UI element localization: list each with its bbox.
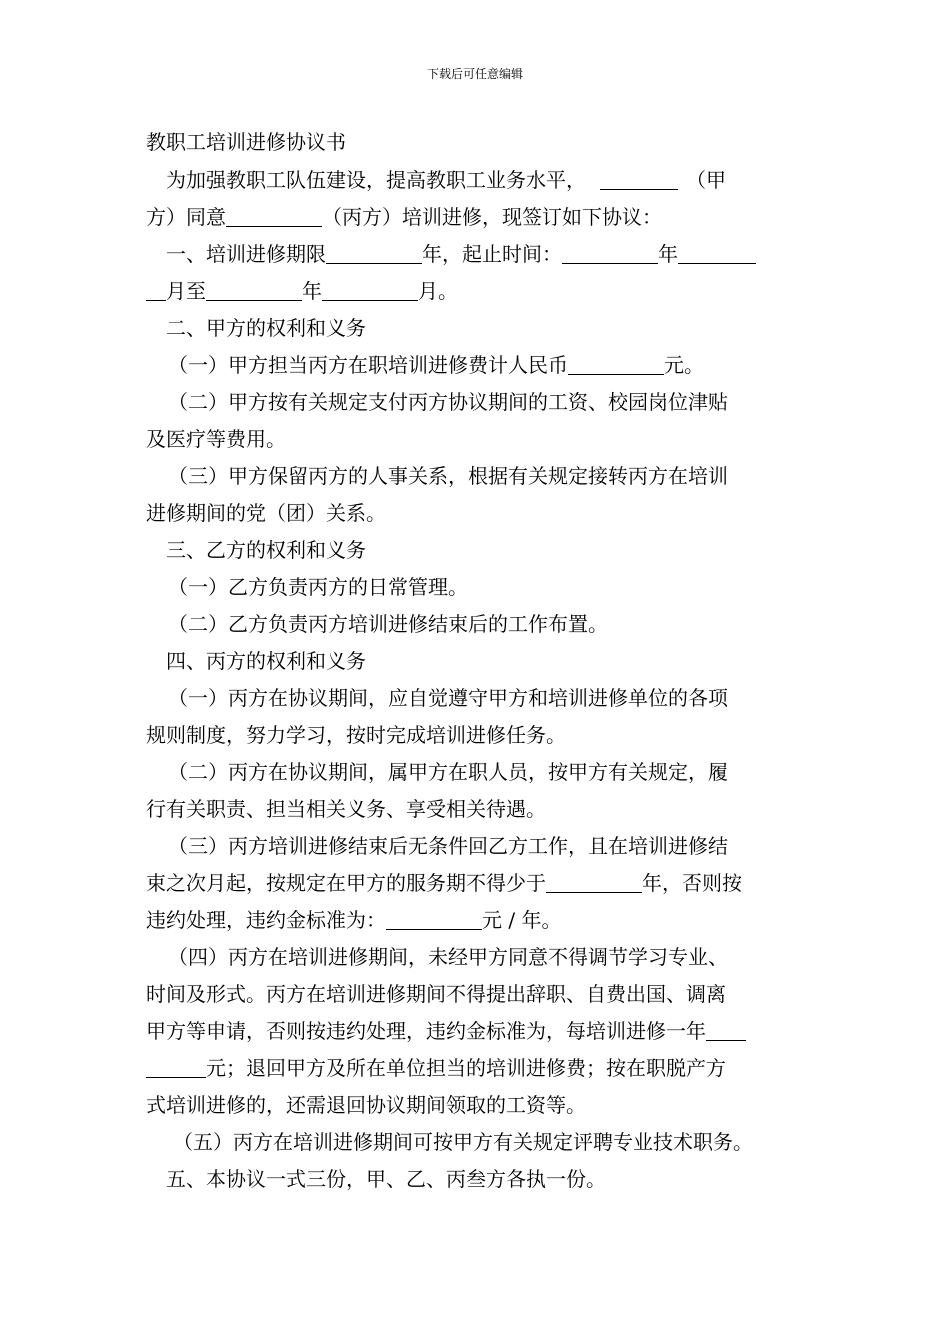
section-4-item-4-line-2: 时间及形式。丙方在培训进修期间不得提出辞职、自费出国、调离	[146, 982, 726, 1006]
section-4-item-1-line-1: （一）丙方在协议期间，应自觉遵守甲方和培训进修单位的各项	[168, 686, 728, 710]
s4-3-text-b2: 年，否则按	[642, 871, 742, 895]
section-4-item-2-line-2: 行有关职责、担当相关义务、享受相关待遇。	[146, 797, 546, 821]
section-3-item-2: （二）乙方负责丙方培训进修结束后的工作布置。	[168, 612, 608, 636]
end-month-blank	[322, 278, 418, 301]
section-2-item-3-line-2: 进修期间的党（团）关系。	[146, 501, 386, 525]
penalty-per-year-blank	[386, 907, 482, 930]
section-2-item-2-line-2: 及医疗等费用。	[146, 427, 286, 451]
section-2-item-3-line-1: （三）甲方保留丙方的人事关系，根据有关规定接转丙方在培训	[168, 464, 728, 488]
intro-text-a: 为加强教职工队伍建设，提高教职工业务水平，	[166, 168, 586, 192]
intro-line-2	[146, 199, 810, 236]
section-2-item-2-line-1: （二）甲方按有关规定支付丙方协议期间的工资、校园岗位津贴	[168, 390, 728, 414]
s4-4-text-d: 元；退回甲方及所在单位担当的培训进修费；按在职脱产方	[206, 1056, 726, 1080]
section-4-item-4-line-1: （四）丙方在培训进修期间，未经甲方同意不得调节学习专业、	[168, 945, 728, 969]
s4-4-text-c: 甲方等申请，否则按违约处理，违约金标准为，每培训进修一年	[146, 1019, 706, 1043]
start-month-blank-part2	[146, 278, 166, 301]
s2-1-text-b: 元。	[664, 353, 704, 377]
s1-text-f: 月。	[418, 279, 458, 303]
document-title: 教职工培训进修协议书	[146, 130, 346, 154]
section-1-line-2	[146, 273, 810, 310]
start-month-blank-part1	[678, 241, 756, 264]
party-c-blank	[226, 204, 322, 227]
service-years-blank	[546, 870, 642, 893]
section-5: 五、本协议一式三份，甲、乙、丙叁方各执一份。	[166, 1167, 606, 1191]
section-4-item-3-line-1: （三）丙方培训进修结束后无条件回乙方工作，且在培训进修结	[168, 834, 728, 858]
party-a-blank	[600, 167, 678, 190]
section-4-item-2-line-1: （二）丙方在协议期间，属甲方在职人员，按甲方有关规定，履	[168, 760, 728, 784]
section-4-heading: 四、丙方的权利和义务	[166, 649, 366, 673]
section-2-heading: 二、甲方的权利和义务	[166, 316, 366, 340]
section-4-item-4-line-5: 式培训进修的，还需退回协议期间领取的工资等。	[146, 1093, 586, 1117]
s1-text-d: 月至	[166, 279, 206, 303]
end-year-blank	[206, 278, 302, 301]
s4-3-text-c2: 元 / 年。	[482, 908, 562, 932]
intro-line-1	[146, 162, 810, 199]
penalty-standard-blank-part1	[706, 1018, 746, 1041]
s4-3-text-b1: 束之次月起，按规定在甲方的服务期不得少于	[146, 871, 546, 895]
intro-text-b: （甲	[686, 168, 726, 192]
period-years-blank	[326, 241, 422, 264]
s1-text-b: 年，起止时间：	[422, 242, 562, 266]
penalty-standard-blank-part2	[146, 1055, 206, 1078]
s4-3-text-c1: 违约处理，违约金标准为：	[146, 908, 386, 932]
section-1-line-1	[146, 236, 810, 273]
s1-text-c: 年	[658, 242, 678, 266]
s1-text-a: 一、培训进修期限	[166, 242, 326, 266]
section-3-heading: 三、乙方的权利和义务	[166, 538, 366, 562]
training-fee-blank	[568, 352, 664, 375]
s2-1-text-a: （一）甲方担当丙方在职培训进修费计人民币	[168, 353, 568, 377]
section-4-item-1-line-2: 规则制度，努力学习，按时完成培训进修任务。	[146, 723, 566, 747]
s1-text-e: 年	[302, 279, 322, 303]
intro-text-c: 方）同意	[146, 205, 226, 229]
section-4-item-3-line-2	[146, 865, 810, 902]
agreement-body	[146, 124, 810, 1198]
start-year-blank	[562, 241, 658, 264]
section-4-item-5: （五）丙方在培训进修期间可按甲方有关规定评聘专业技术职务。	[173, 1130, 753, 1154]
page-header-note: 下载后可任意编辑	[426, 67, 523, 81]
section-4-item-3-line-3	[146, 902, 810, 939]
intro-text-d: （丙方）培训进修，现签订如下协议：	[322, 205, 662, 229]
section-2-item-1	[146, 347, 810, 384]
section-4-item-4-line-3	[146, 1013, 810, 1050]
section-3-item-1: （一）乙方负责丙方的日常管理。	[168, 575, 468, 599]
section-4-item-4-line-4	[146, 1050, 810, 1087]
